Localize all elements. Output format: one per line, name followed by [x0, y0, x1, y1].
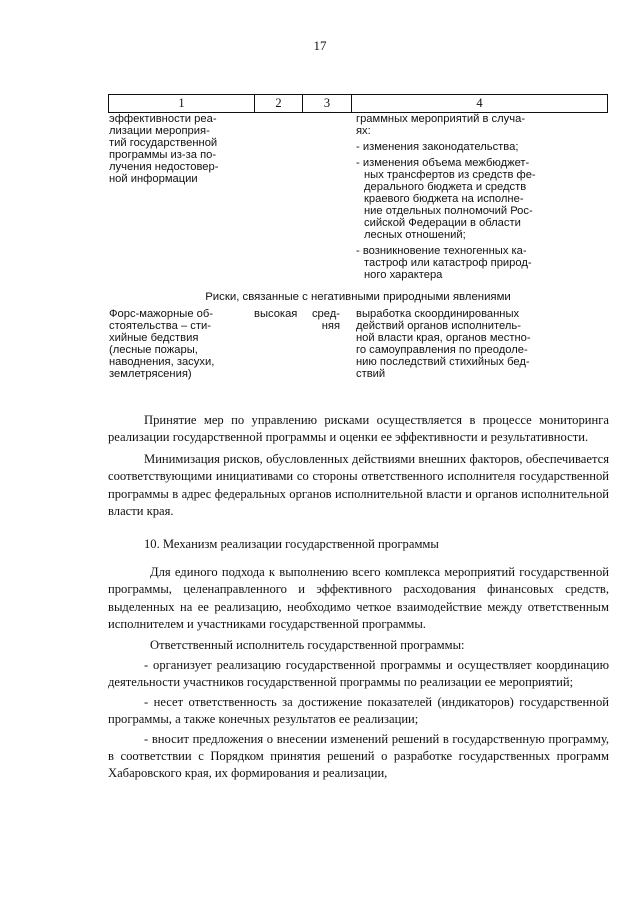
cell-line: тастроф или катастроф природ- [364, 257, 532, 269]
impact-cell [301, 308, 350, 380]
cell-line: эффективности реа- [109, 113, 217, 125]
cell-line: выработка скоординированных [356, 308, 520, 320]
cell-line: действий органов исполнитель- [356, 320, 521, 332]
cell-line: Форс-мажорные об- [109, 308, 214, 320]
probability-cell: высокая [254, 308, 298, 320]
cell-line: ных трансфертов из средств фе- [364, 169, 536, 181]
risk-table [108, 94, 608, 380]
cell-line: - изменения объема межбюджет- [356, 157, 530, 169]
cell-line: - изменения законодательства; [356, 141, 519, 153]
cell-line: краевого бюджета на исполне- [364, 193, 524, 205]
body-text [108, 412, 609, 783]
paragraph: Для единого подхода к выполнению всего комплекса мероприятий государственной программы, целенаправленного и эффективного расходования финансовых средств, выделенных на ее реализацию, необходимо четкое взаимодействие между ответственным исполнителем и участниками государственной программы. [108, 564, 609, 632]
cell-line: граммных мероприятий в случа- [356, 113, 526, 125]
cell-line: программы из-за по- [109, 149, 217, 161]
section-heading: 10. Механизм реализации государственной программы [144, 537, 439, 552]
cell-line: землетрясения) [109, 368, 192, 380]
list-item: - организует реализацию государственной программы и осуществляет координацию деятельности участников государственной программы по реализации ее мероприятий; [108, 657, 609, 690]
paragraph: Минимизация рисков, обусловленных действиями внешних факторов, обеспечивается соответствующими инициативами со стороны ответственного исполнителя государственной программы в адрес федеральных органов исполнительной власти и органов исполнительной власти края. [108, 451, 609, 519]
cell-line: нию последствий стихийных бед- [356, 356, 530, 368]
cell-line: тий государственной [109, 137, 218, 149]
paragraph: Ответственный исполнитель государственной программы: [150, 638, 465, 653]
cell-line: (лесные пожары, [109, 344, 198, 356]
cell-line: хийные бедствия [109, 332, 199, 344]
table-header-row [108, 94, 608, 113]
cell-line: няя [321, 320, 340, 332]
risk-description-cell [108, 308, 253, 380]
page-number: 17 [313, 38, 327, 53]
header-col-3: 3 [302, 95, 351, 112]
cell-line: - возникновение техногенных ка- [356, 245, 527, 257]
list-item: - несет ответственность за достижение показателей (индикаторов) государственной программы, а также конечных результатов ее реализации; [108, 694, 609, 727]
table-row [108, 113, 608, 281]
cell-line: сред- [311, 308, 340, 320]
cell-line: лизации мероприя- [109, 125, 210, 137]
cell-line: го самоуправления по преодоле- [356, 344, 528, 356]
paragraph: Принятие мер по управлению рисками осуществляется в процессе мониторинга реализации государственной программы и оценки ее эффективности и результативности. [108, 413, 609, 445]
risk-description-cell [108, 113, 253, 281]
cell-line: ной власти края, органов местно- [356, 332, 531, 344]
cell-line: сийской Федерации в области [364, 217, 521, 229]
header-col-1: 1 [178, 96, 185, 110]
cell-line: стоятельства – сти- [109, 320, 211, 332]
cell-line: лесных отношений; [364, 229, 466, 241]
cell-line: ного характера [364, 269, 443, 281]
cell-line: наводнения, засухи, [109, 356, 215, 368]
header-col-2: 2 [254, 95, 302, 112]
section-title: Риски, связанные с негативными природными явлениями [205, 291, 511, 303]
measures-cell [350, 308, 608, 380]
measures-cell [350, 113, 608, 281]
header-col-4: 4 [351, 95, 607, 112]
cell-line: ях: [356, 125, 371, 137]
cell-line: лучения недостовер- [109, 161, 219, 173]
list-item: - вносит предложения о внесении изменений решений в государственную программу, в соответствии с Порядком принятия решений о разработке государственных программ Хабаровского края, их формирования и реализации, [108, 731, 609, 781]
cell-line: ствий [356, 368, 386, 380]
cell-line: ние отдельных полномочий Рос- [364, 205, 533, 217]
table-row [108, 308, 608, 380]
cell-line: дерального бюджета и средств [364, 181, 527, 193]
cell-line: ной информации [109, 173, 198, 185]
